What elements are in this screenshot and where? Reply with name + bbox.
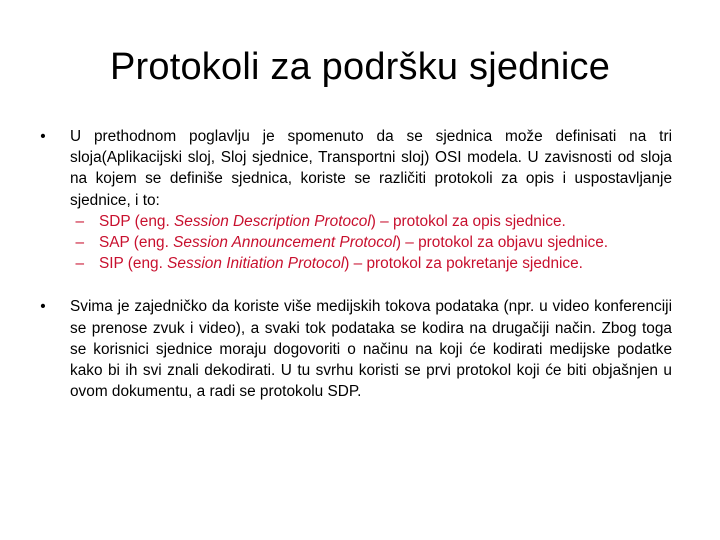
protocol-suffix: ) – protokol za opis sjednice. (370, 212, 566, 230)
protocol-fullname: Session Announcement Protocol (173, 234, 396, 252)
bullet-text: U prethodnom poglavlju je spomenuto da se sjednica može definisati na tri sloja(Aplikacijski sloj, Sloj sjednice, Transportni sloj) OSI modela. U zavisnosti od sloja na kojem se definiše sjednica, koriste se različiti protokoli za opis i uspostavljanje sjednice, i to: (70, 128, 672, 209)
protocol-item-sdp (70, 211, 672, 232)
slide-title: Protokoli za podršku sjednice (109, 46, 611, 88)
protocol-fullname: Session Initiation Protocol (167, 255, 345, 273)
protocol-suffix: ) – protokol za pokretanje sjednice. (344, 255, 583, 273)
bullet-item (30, 296, 672, 402)
protocol-prefix: SDP (eng. (99, 212, 174, 230)
dash-icon: – (75, 234, 84, 252)
protocol-list (70, 211, 672, 275)
dash-icon: – (75, 255, 84, 273)
protocol-prefix: SAP (eng. (99, 234, 174, 252)
protocol-prefix: SIP (eng. (99, 255, 168, 273)
protocol-fullname: Session Description Protocol (174, 212, 371, 230)
protocol-item-sip (70, 253, 672, 274)
protocol-item-sap (70, 232, 672, 253)
bullet-icon: • (40, 298, 46, 316)
bullet-item (30, 126, 672, 274)
dash-icon: – (75, 212, 84, 230)
bullet-icon: • (40, 128, 46, 145)
slide-content (30, 126, 672, 402)
bullet-text: Svima je zajedničko da koriste više medijskih tokova podataka (npr. u video konferenciji se prenose zvuk i video), a svaki tok podataka se kodira na drugačiji način. Zbog toga se korisnici sjednice moraju dogovoriti o načinu na koji će kodirati medijske podatke kako bi ih svi znali dekodirati. U tu svrhu koristi se prvi protokol koji će biti objašnjen u ovom dokumentu, a radi se protokolu SDP. (70, 298, 672, 401)
protocol-suffix: ) – protokol za objavu sjednice. (395, 234, 609, 252)
